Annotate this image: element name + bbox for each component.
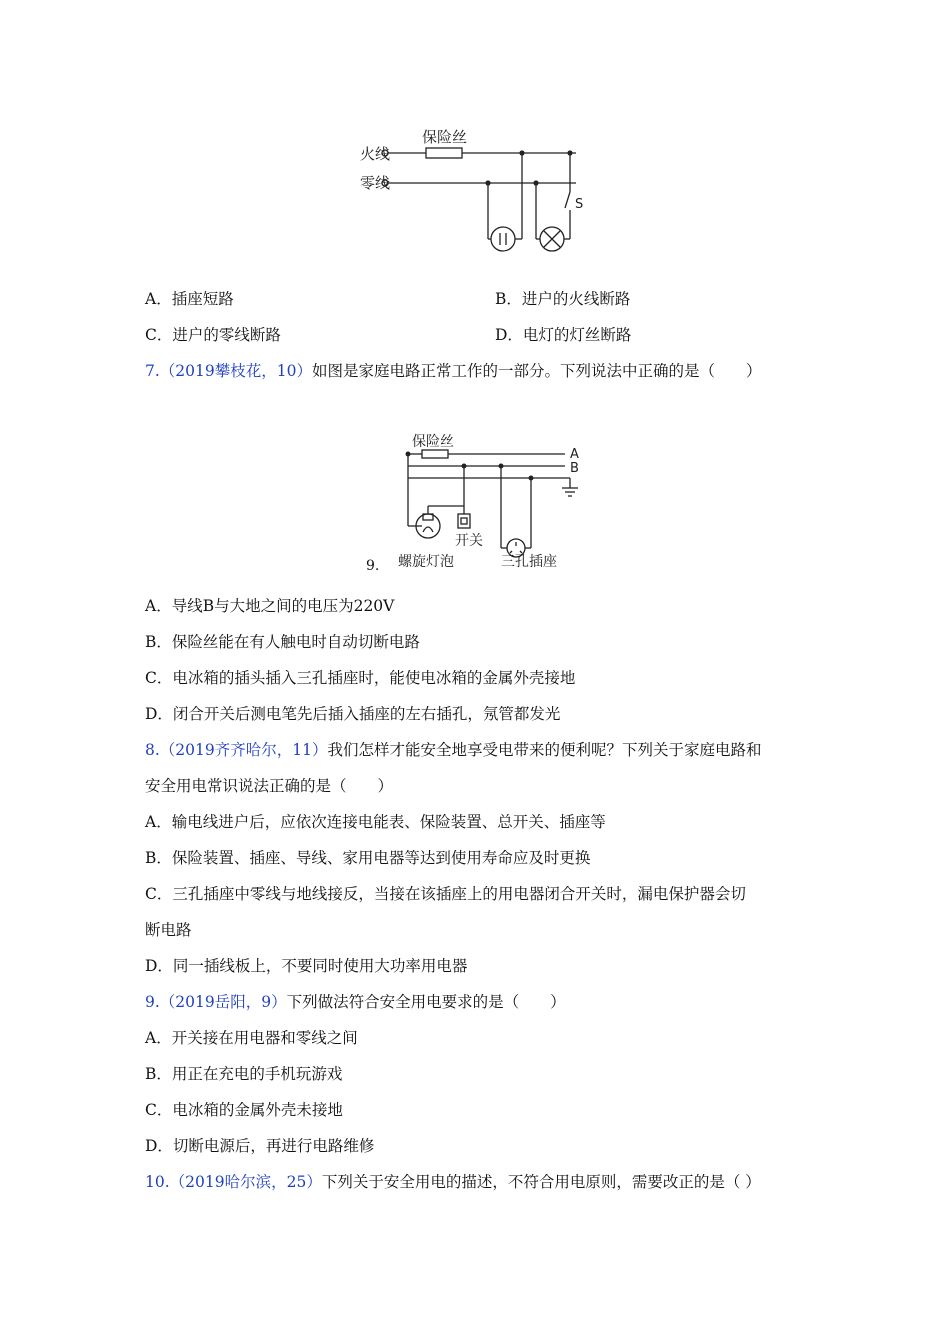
q8-option-d: D．同一插线板上，不要同时使用大功率用电器 [145,957,468,975]
q9-source: 9.（2019岳阳，9） [145,993,287,1011]
q9-stem [145,990,566,1012]
neutral-wire-label: 零线 [360,174,391,192]
fuse-label: 保险丝 [422,128,468,146]
switch-symbol [458,514,470,528]
line-a-label: A [570,447,579,462]
q10-source: 10.（2019哈尔滨，25） [145,1173,322,1191]
fuse-label: 保险丝 [412,434,454,450]
fuse-symbol [426,148,462,158]
q7-option-b: B．保险丝能在有人触电时自动切断电路 [145,633,420,651]
switch-label: S [575,197,584,212]
q10-stem [145,1170,761,1192]
q8-stem-line2: 安全用电常识说法正确的是（ ） [145,777,394,795]
q7-option-d: D．闭合开关后测电笔先后插入插座的左右插孔，氖管都发光 [145,705,561,723]
q7-option-c: C．电冰箱的插头插入三孔插座时，能使电冰箱的金属外壳接地 [145,669,576,687]
bulb-label: 螺旋灯泡 [398,554,454,570]
q7-option-a: A．导线B与大地之间的电压为220V [145,597,395,615]
q8-option-b: B．保险装置、插座、导线、家用电器等达到使用寿命应及时更换 [145,849,591,867]
q9-option-a: A．开关接在用电器和零线之间 [145,1029,358,1047]
q9-option-b: B．用正在充电的手机玩游戏 [145,1065,343,1083]
q8-option-a: A．输电线进户后，应依次连接电能表、保险装置、总开关、插座等 [145,813,606,831]
q9-stem-text: 下列做法符合安全用电要求的是（ ） [286,993,566,1011]
q7-stem-text: 如图是家庭电路正常工作的一部分。下列说法中正确的是（ ） [311,362,762,380]
q6-option-b: B．进户的火线断路 [495,290,631,308]
q7-source: 7.（2019攀枝花，10） [145,362,312,380]
socket-label: 三孔插座 [501,554,557,570]
figure-number: 9. [366,558,380,574]
q8-stem-text: 我们怎样才能安全地享受电带来的便利呢？下列关于家庭电路和 [327,741,762,759]
q8-option-c-cont: 断电路 [145,921,192,939]
q7-stem [145,359,761,381]
q9-option-c: C．电冰箱的金属外壳未接地 [145,1101,343,1119]
socket-symbol [491,227,515,251]
live-wire-label: 火线 [360,145,391,163]
line-b-label: B [570,461,579,476]
q9-option-d: D．切断电源后，再进行电路维修 [145,1137,375,1155]
circuit-figure-2 [360,430,600,575]
q6-option-c: C．进户的零线断路 [145,326,281,344]
q6-option-d: D．电灯的灯丝断路 [495,326,632,344]
q8-stem [145,738,761,760]
q8-source: 8.（2019齐齐哈尔，11） [145,741,328,759]
q10-stem-text: 下列关于安全用电的描述，不符合用电原则，需要改正的是（ ） [321,1173,761,1191]
q6-option-a: A．插座短路 [145,290,234,308]
circuit-figure-1 [360,122,600,258]
switch-label: 开关 [455,533,483,549]
q8-option-c: C．三孔插座中零线与地线接反，当接在该插座上的用电器闭合开关时，漏电保护器会切 [145,885,746,903]
fuse-symbol [422,450,448,458]
